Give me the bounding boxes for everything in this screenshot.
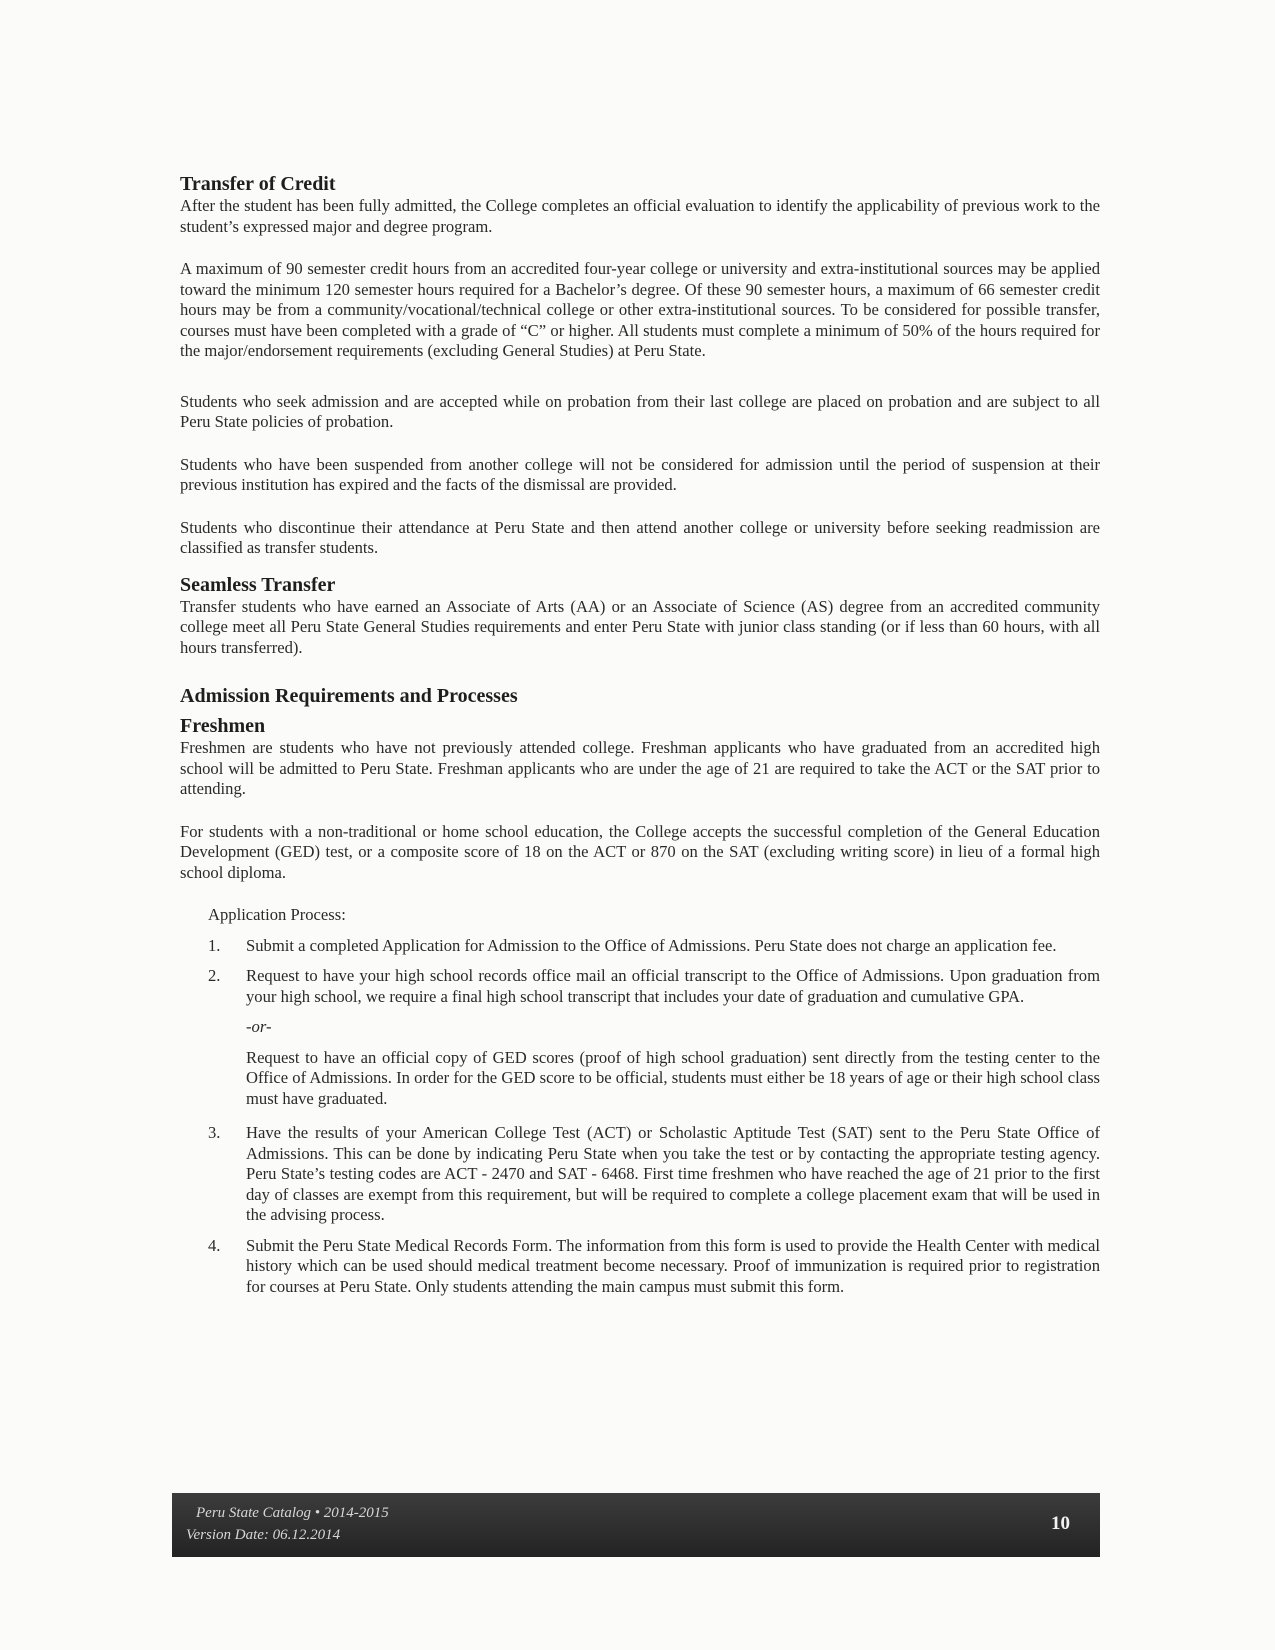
application-step bbox=[208, 1236, 1100, 1298]
freshmen-paragraph-2: For students with a non-traditional or home school education, the College accepts the successful completion of the General Education Development (GED) test, or a composite score of 18 on the ACT or 870 on the SAT (excluding writing score) in lieu of a formal high school diploma. bbox=[180, 821, 1100, 882]
transfer-paragraph-5: Students who discontinue their attendance at Peru State and then attend another college or university before seeking readmission are classified as transfer students. bbox=[180, 517, 1100, 557]
admission-requirements-heading: Admission Requirements and Processes bbox=[180, 685, 518, 707]
step-number: 4. bbox=[208, 1235, 221, 1255]
application-step bbox=[208, 966, 1100, 1109]
transfer-paragraph-1: After the student has been fully admitted, the College completes an official evaluation to identify the applicability of previous work to the student’s expressed major and degree program. bbox=[180, 196, 1100, 236]
step-or-separator: -or- bbox=[246, 1017, 272, 1036]
footer-catalog-title: Peru State Catalog • 2014-2015 bbox=[196, 1505, 389, 1521]
application-process-title: Application Process: bbox=[208, 905, 346, 924]
step-text: Have the results of your American College Test (ACT) or Scholastic Aptitude Test (SAT) sent to the Peru State Office of Admissions. This can be done by indicating Peru State when you take the test or by contacting the appropriate testing agency. Peru State’s testing codes are ACT - 2470 and SAT - 6468. First time freshmen who have reached the age of 21 prior to the first day of classes are exempt from this requirement, but will be required to complete a college placement exam that will be used in the advising process. bbox=[246, 1123, 1100, 1224]
step-number: 2. bbox=[208, 966, 221, 985]
application-step bbox=[208, 936, 1100, 957]
step-alternative-text: Request to have an official copy of GED scores (proof of high school graduation) sent directly from the testing center to the Office of Admissions. In order for the GED score to be official, students must either be 18 years of age or their high school class must have graduated. bbox=[246, 1047, 1100, 1108]
step-text: Request to have your high school records office mail an official transcript to the Office of Admissions. Upon graduation from your high school, we require a final high school transcript that includes your date of graduation and cumulative GPA. bbox=[246, 966, 1100, 1006]
page-footer bbox=[172, 1493, 1100, 1557]
page-content bbox=[180, 172, 1100, 1307]
step-number: 3. bbox=[208, 1123, 221, 1142]
application-step bbox=[208, 1123, 1100, 1226]
transfer-paragraph-3: Students who seek admission and are accepted while on probation from their last college are placed on probation and are subject to all Peru State policies of probation. bbox=[180, 391, 1100, 431]
seamless-transfer-heading: Seamless Transfer bbox=[180, 573, 336, 596]
freshmen-paragraph-1: Freshmen are students who have not previously attended college. Freshman applicants who have graduated from an accredited high school will be admitted to Peru State. Freshman applicants who are under the age of 21 are required to take the ACT or the SAT prior to attending. bbox=[180, 738, 1100, 798]
transfer-of-credit-heading: Transfer of Credit bbox=[180, 173, 336, 195]
application-steps-list bbox=[208, 936, 1100, 1298]
transfer-paragraph-4: Students who have been suspended from another college will not be considered for admission until the period of suspension at their previous institution has expired and the facts of the dismissal are provided. bbox=[180, 454, 1100, 494]
page-number: 10 bbox=[1051, 1513, 1070, 1534]
application-process bbox=[208, 905, 1100, 1297]
freshmen-section bbox=[180, 714, 1100, 1297]
seamless-transfer-section bbox=[180, 573, 1100, 659]
step-text: Submit a completed Application for Admission to the Office of Admissions. Peru State does not charge an application fee. bbox=[246, 935, 1057, 955]
step-number: 1. bbox=[208, 935, 221, 955]
footer-version-date: Version Date: 06.12.2014 bbox=[186, 1527, 341, 1543]
transfer-of-credit-section bbox=[180, 172, 1100, 559]
seamless-transfer-paragraph: Transfer students who have earned an Associate of Arts (AA) or an Associate of Science (AS) degree from an accredited community college meet all Peru State General Studies requirements and enter Peru State with junior class standing (or if less than 60 hours, with all hours transferred). bbox=[180, 596, 1100, 657]
transfer-paragraph-2: A maximum of 90 semester credit hours from an accredited four-year college or university and extra-institutional sources may be applied toward the minimum 120 semester hours required for a Bachelor’s degree. Of these 90 semester hours, a maximum of 66 semester credit hours may be from a community/vocational/technical college or other extra-institutional sources. To be considered for possible transfer, courses must have been completed with a grade of “C” or higher. All students must complete a minimum of 50% of the hours required for the major/endorsement requirements (excluding General Studies) at Peru State. bbox=[180, 259, 1100, 360]
step-text: Submit the Peru State Medical Records Form. The information from this form is used to provide the Health Center with medical history which can be used should medical treatment become necessary. Proof of immunization is required prior to registration for courses at Peru State. Only students attending the main campus must submit this form. bbox=[246, 1235, 1100, 1296]
freshmen-heading: Freshmen bbox=[180, 715, 266, 737]
